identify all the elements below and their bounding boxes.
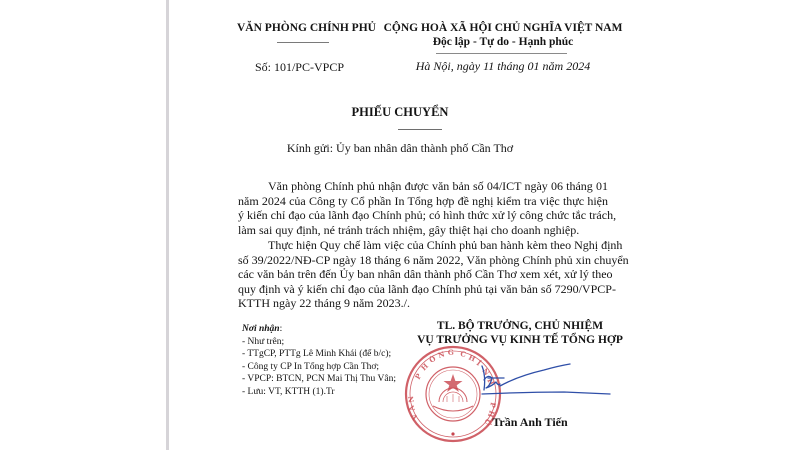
- recipient-item: - TTgCP, PTTg Lê Minh Khái (để b/c);: [242, 349, 392, 360]
- national-motto: Độc lập - Tự do - Hạnh phúc: [432, 36, 574, 48]
- paragraph-line: quy định và ý kiến chỉ đạo của lãnh đạo Chính phủ tại văn bản số 7290/VPCP-: [238, 281, 616, 296]
- national-title: CỘNG HOÀ XÃ HỘI CHỦ NGHĨA VIỆT NAM: [383, 22, 623, 34]
- svg-text:V: V: [409, 412, 420, 422]
- svg-text:P: P: [412, 371, 424, 381]
- body-paragraph-1: [238, 179, 617, 237]
- recipient-item: - VPCP: BTCN, PCN Mai Thị Thu Vân;: [242, 374, 396, 385]
- signature-role-line-1: TL. BỘ TRƯỞNG, CHỦ NHIỆM: [436, 320, 604, 332]
- body-paragraph-2: [238, 238, 629, 311]
- document-title: PHIẾU CHUYỂN: [351, 105, 449, 119]
- svg-text:Ủ: Ủ: [482, 417, 494, 427]
- motto-underline: [436, 53, 567, 54]
- paragraph-line: làm sai quy định, né tránh trách nhiệm, gây thiệt hại cho doanh nghiệp.: [238, 222, 580, 237]
- svg-text:C: C: [459, 349, 467, 359]
- title-underline: [398, 129, 442, 130]
- handwritten-signature-icon: [478, 356, 618, 406]
- svg-text:N: N: [405, 395, 416, 404]
- signer-name: Trần Anh Tiến: [492, 415, 568, 429]
- svg-text:Í: Í: [474, 358, 483, 368]
- document-number: Số: 101/PC-VPCP: [254, 60, 345, 74]
- svg-text:P: P: [488, 401, 498, 409]
- svg-text:G: G: [447, 347, 455, 357]
- svg-text:N: N: [480, 366, 492, 378]
- recipient-item: - Lưu: VT, KTTH (1).Tr: [242, 386, 335, 397]
- recipient-item: - Như trên;: [242, 336, 285, 347]
- paragraph-line: số 39/2022/NĐ-CP ngày 18 tháng 6 năm 2022, Văn phòng Chính phủ xin chuyển: [238, 252, 629, 267]
- place-and-date: Hà Nội, ngày 11 tháng 01 năm 2024: [415, 59, 591, 73]
- recipients-list: [242, 323, 396, 399]
- paragraph-line: KTTH ngày 22 tháng 9 năm 2023./.: [238, 296, 410, 311]
- paragraph-line: năm 2024 của Công ty Cổ phần In Tổng hợp đề nghị kiểm tra việc thực hiện: [238, 193, 608, 208]
- addressee-line: Kính gửi: Ủy ban nhân dân thành phố Cần Thơ: [286, 141, 514, 155]
- page-edge-divider: [166, 0, 169, 450]
- recipient-item: - Công ty CP In Tổng hợp Cần Thơ;: [242, 361, 380, 372]
- svg-text:H: H: [485, 409, 497, 419]
- recipients-heading: Nơi nhận:: [242, 324, 283, 334]
- paragraph-line: các văn bản trên đến Ủy ban nhân dân thành phố Cần Thơ xem xét, xử lý theo: [238, 267, 613, 282]
- agency-underline: [277, 42, 329, 43]
- svg-text:H: H: [485, 376, 497, 387]
- issuing-agency: VĂN PHÒNG CHÍNH PHỦ: [237, 22, 376, 34]
- svg-text:H: H: [419, 361, 431, 373]
- paragraph-line: Thực hiện Quy chế làm việc của Chính phủ ban hành kèm theo Nghị định: [268, 238, 623, 252]
- signature-role-line-2: VỤ TRƯỞNG VỤ KINH TẾ TỔNG HỢP: [417, 334, 623, 346]
- svg-text:H: H: [467, 352, 477, 364]
- paragraph-line: Văn phòng Chính phủ nhận được văn bản số 04/ICT ngày 06 tháng 01: [268, 179, 608, 193]
- paragraph-line: ý kiến chỉ đạo của lãnh đạo Chính phủ; có hình thức xử lý công chức tắc trách,: [238, 208, 617, 223]
- svg-text:Ă: Ă: [406, 404, 417, 413]
- svg-text:Ò: Ò: [427, 353, 438, 365]
- svg-text:N: N: [436, 349, 446, 360]
